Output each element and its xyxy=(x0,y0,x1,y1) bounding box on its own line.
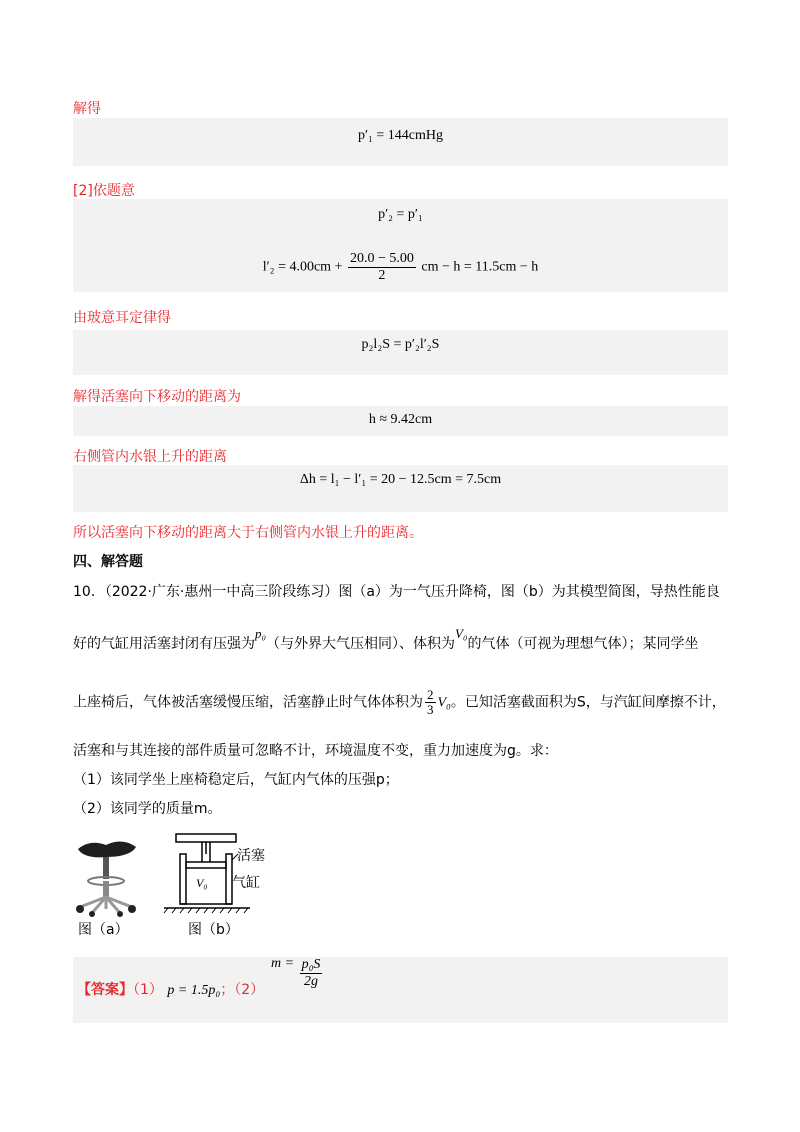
sub-question-1: （1）该同学坐上座椅稳定后，气缸内气体的压强p； xyxy=(73,772,399,788)
answer-box xyxy=(73,957,728,1023)
answer-m-denominator: 2g xyxy=(304,974,318,989)
answer-part-1: （1） xyxy=(133,982,163,998)
chair-illustration xyxy=(70,833,142,917)
label-yitiyi: [2]依题意 xyxy=(73,183,135,199)
answer-separator: ；（2） xyxy=(220,982,265,998)
q3-part-a: 上座椅后，气体被活塞缓慢压缩，活塞静止时气体体积为 xyxy=(73,694,423,711)
sub-question-2: （2）该同学的质量m。 xyxy=(73,801,222,817)
caption-a: 图（a） xyxy=(78,922,129,938)
equation-p2-prime: p′₂ = p′₁ xyxy=(378,207,423,222)
q3-denominator: 3 xyxy=(427,702,434,717)
equation-box-1 xyxy=(73,118,728,166)
q2-part-b: （与外界大气压相同）、体积为 xyxy=(266,636,456,652)
equation-box-5 xyxy=(73,465,728,512)
section-title: 四、解答题 xyxy=(73,554,143,570)
equation-box-2 xyxy=(73,199,728,292)
question-line-4: 活塞和与其连接的部件质量可忽略不计，环境温度不变，重力加速度为g。求： xyxy=(73,743,558,759)
label-jiede: 解得 xyxy=(73,101,101,117)
answer-m-left: m = xyxy=(271,955,295,971)
label-right-tube: 右侧管内水银上升的距离 xyxy=(73,449,227,465)
answer-row xyxy=(77,979,264,999)
eq3-denominator: 2 xyxy=(378,268,386,283)
caption-b: 图（b） xyxy=(188,922,239,938)
conclusion-text: 所以活塞向下移动的距离大于右侧管内水银上升的距离。 xyxy=(73,525,423,541)
answer-tag: 【答案】 xyxy=(77,982,133,998)
equation-p1-prime: p′₁ = 144cmHg xyxy=(357,128,444,143)
q3-numerator: 2 xyxy=(427,687,434,702)
q3-v0: V₀ xyxy=(437,695,451,711)
cylinder-label: 气缸 xyxy=(232,875,260,891)
question-line-1: 10．（2022·广东·惠州一中高三阶段练习）图（a）为一气压升降椅，图（b）为其模型简图，导热性能良 xyxy=(73,584,720,600)
question-line-2 xyxy=(73,626,733,653)
answer-m-fraction xyxy=(300,957,323,990)
question-line-3 xyxy=(73,688,733,717)
answer-m-numerator: p₀S xyxy=(301,957,321,972)
eq3-numerator: 20.0 − 5.00 xyxy=(349,251,414,266)
q3-fraction xyxy=(425,688,436,717)
equation-delta-h: Δh = l₁ − l′₁ = 20 − 12.5cm = 7.5cm xyxy=(299,472,502,487)
q2-part-a: 好的气缸用活塞封闭有压强为 xyxy=(73,636,255,652)
label-piston-distance: 解得活塞向下移动的距离为 xyxy=(73,389,241,405)
q3-part-b: 。已知活塞截面积为S，与汽缸间摩擦不计， xyxy=(450,694,726,711)
equation-h: h ≈ 9.42cm xyxy=(368,412,433,427)
q2-p0: p₀ xyxy=(255,626,267,641)
eq3-left: l′₂ = 4.00cm + xyxy=(262,259,343,275)
answer-m-equation xyxy=(271,957,324,990)
answer-p-equation: p = 1.5p₀ xyxy=(167,983,221,998)
q2-part-c: 的气体（可视为理想气体）；某同学坐 xyxy=(467,636,699,652)
eq3-right: cm − h = 11.5cm − h xyxy=(421,259,539,275)
equation-box-4 xyxy=(73,406,728,436)
eq3-fraction xyxy=(348,251,416,284)
cylinder-v0-label: V₀ xyxy=(196,876,208,890)
piston-label: 活塞 xyxy=(237,848,265,864)
equation-box-3 xyxy=(73,330,728,375)
equation-l2-prime xyxy=(73,251,728,284)
q2-v0: V₀ xyxy=(455,626,468,641)
label-boyier: 由玻意耳定律得 xyxy=(73,310,171,326)
equation-boyle: p₂l₂S = p′₂l′₂S xyxy=(361,337,440,352)
